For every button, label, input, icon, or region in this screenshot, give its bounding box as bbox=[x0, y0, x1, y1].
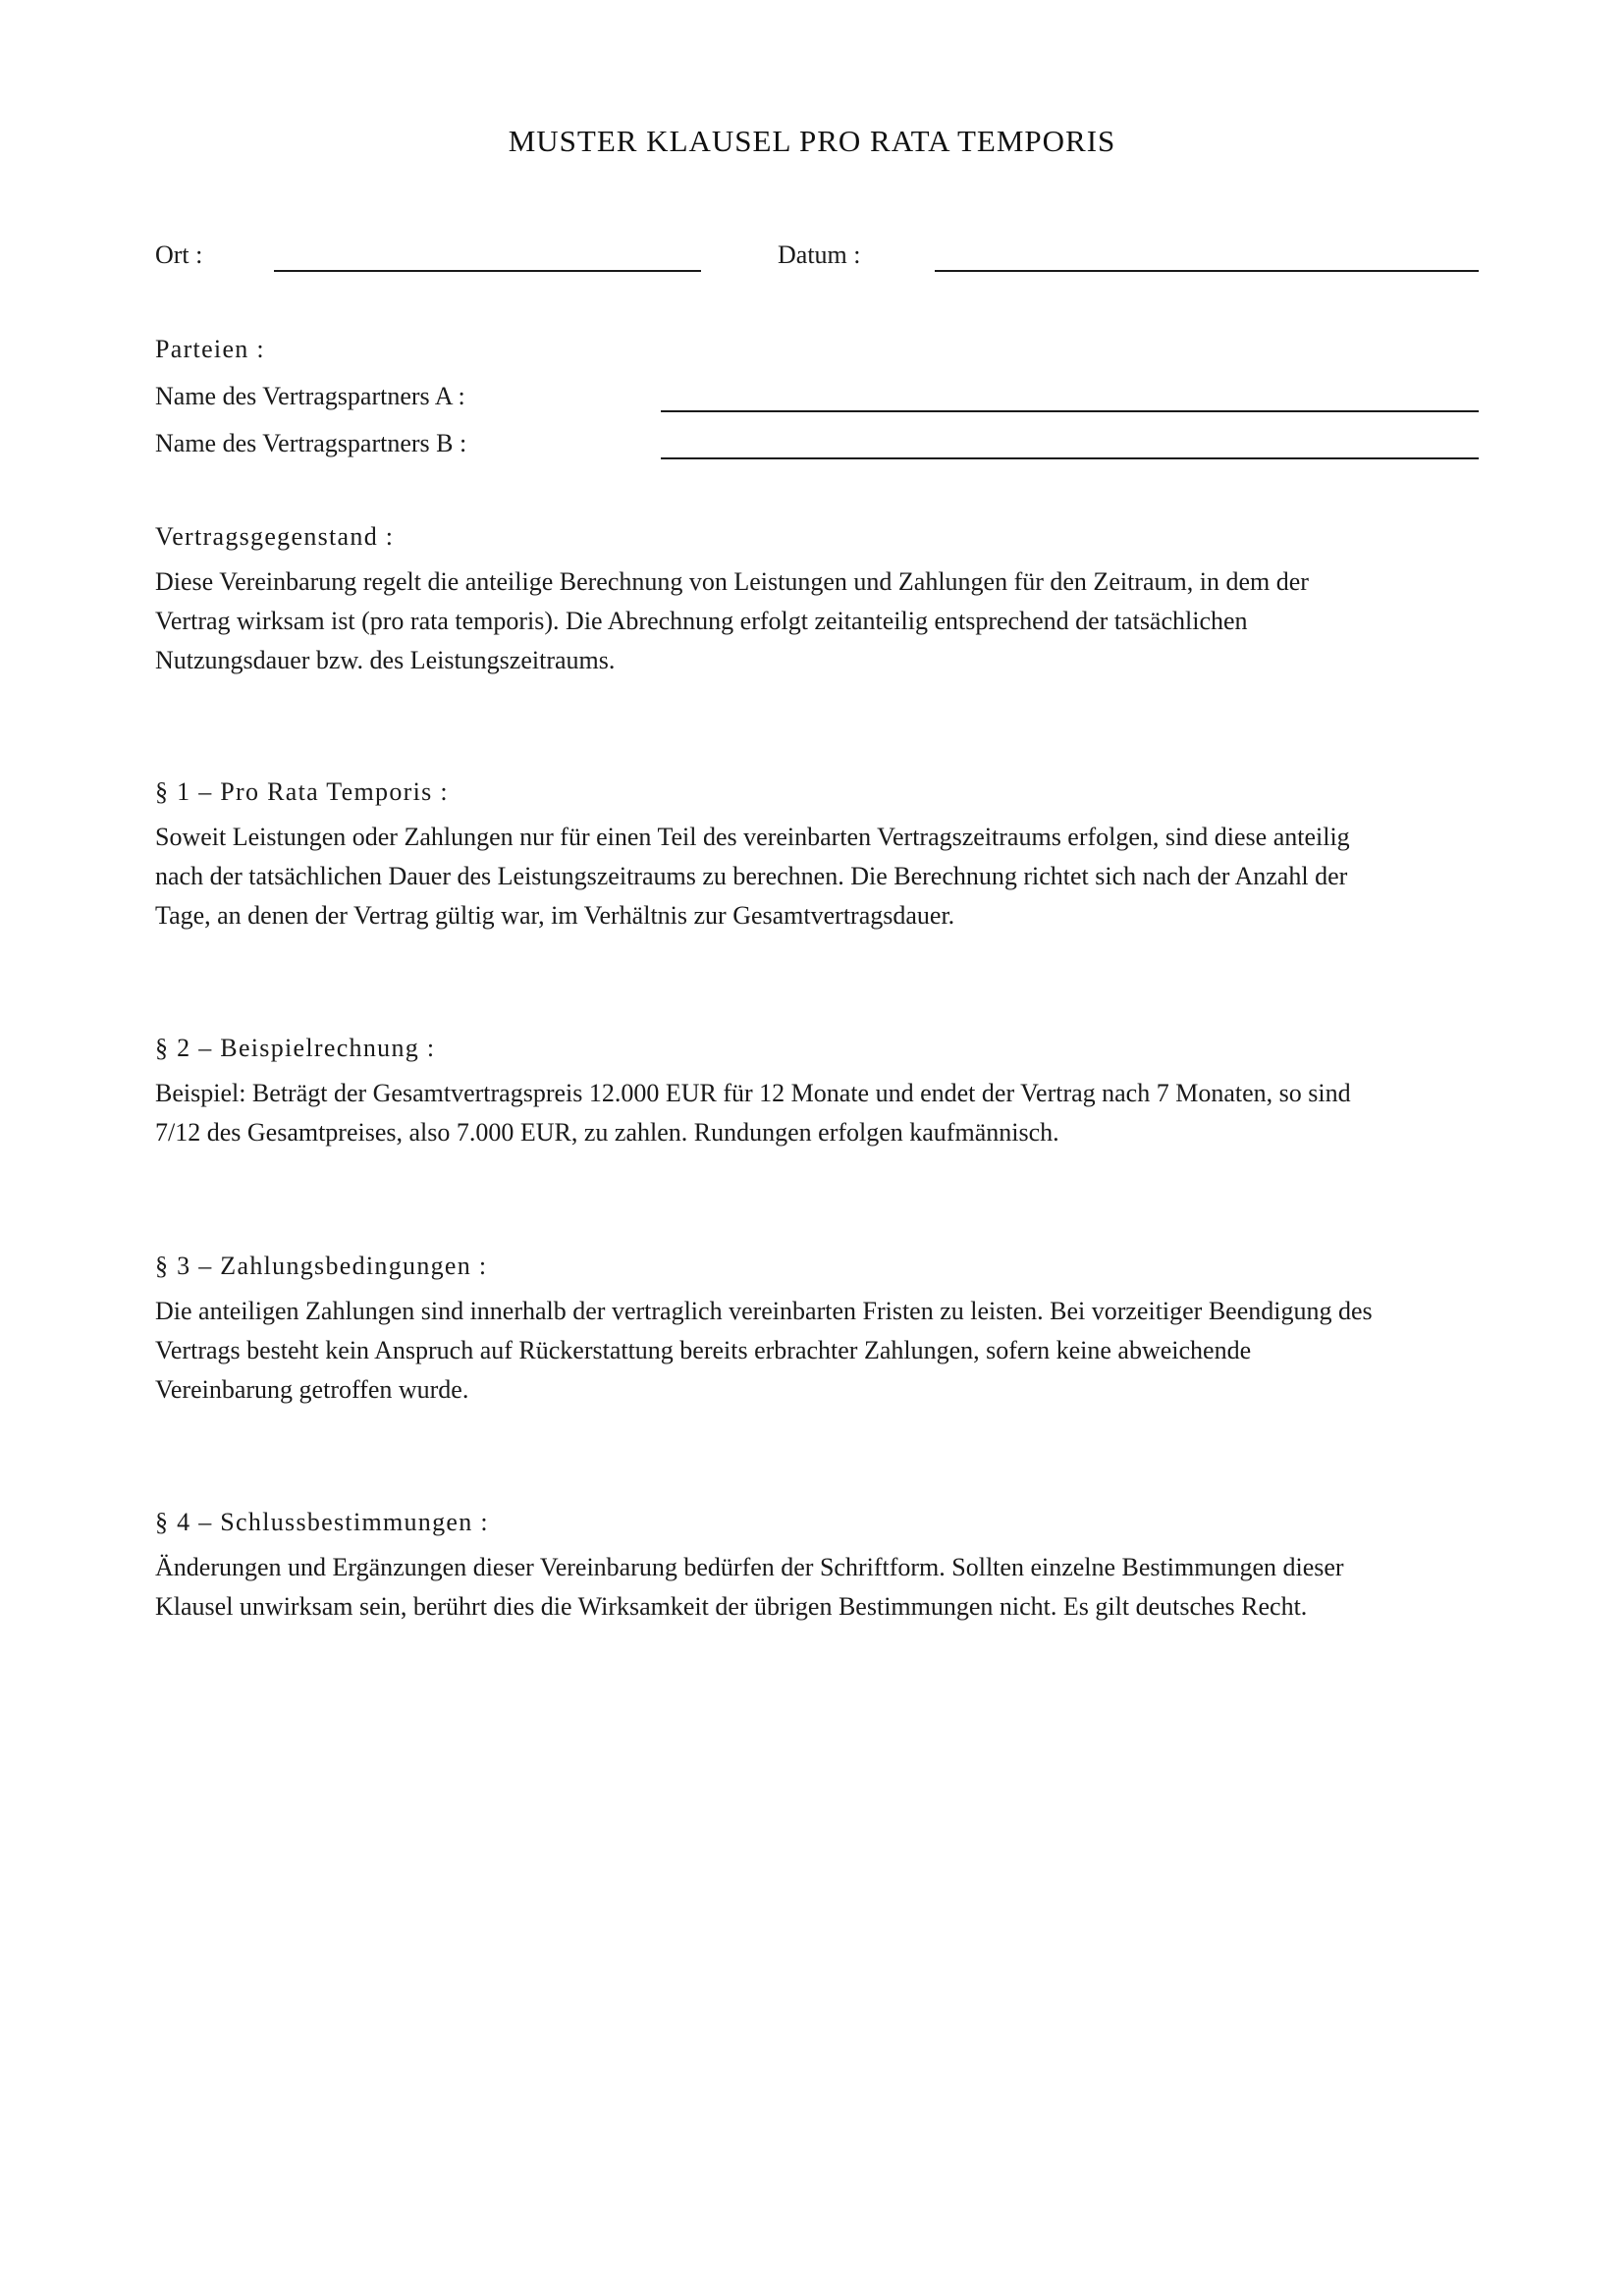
section-4-paragraph bbox=[155, 1548, 1481, 1627]
subject-line: Vertrag wirksam ist (pro rata temporis). Die Abrechnung erfolgt zeitanteilig entsprechend der tatsächlichen bbox=[155, 607, 1248, 635]
subject-paragraph bbox=[155, 562, 1481, 680]
datum-field-line[interactable] bbox=[935, 270, 1479, 272]
section-1-line: Tage, an denen der Vertrag gültig war, im Verhältnis zur Gesamtvertragsdauer. bbox=[155, 901, 955, 930]
section-3-heading: § 3 – Zahlungsbedingungen : bbox=[155, 1252, 488, 1280]
subject-line: Diese Vereinbarung regelt die anteilige Berechnung von Leistungen und Zahlungen für den Zeitraum, in dem der bbox=[155, 567, 1309, 596]
section-3-paragraph bbox=[155, 1292, 1481, 1410]
subject-heading: Vertragsgegenstand : bbox=[155, 522, 395, 551]
section-3-line: Die anteiligen Zahlungen sind innerhalb der vertraglich vereinbarten Fristen zu leisten. Bei vorzeitiger Beendigung des bbox=[155, 1297, 1373, 1325]
section-3-line: Vereinbarung getroffen wurde. bbox=[155, 1375, 469, 1404]
ort-label: Ort : bbox=[155, 240, 203, 269]
section-2-line: 7/12 des Gesamtpreises, also 7.000 EUR, zu zahlen. Rundungen erfolgen kaufmännisch. bbox=[155, 1118, 1059, 1147]
subject-line: Nutzungsdauer bzw. des Leistungszeitraums. bbox=[155, 646, 616, 674]
party-b-field-line[interactable] bbox=[661, 457, 1479, 459]
section-2-line: Beispiel: Beträgt der Gesamtvertragspreis 12.000 EUR für 12 Monate und endet der Vertrag nach 7 Monaten, so sind bbox=[155, 1079, 1351, 1107]
section-3-line: Vertrags besteht kein Anspruch auf Rückerstattung bereits erbrachter Zahlungen, sofern keine abweichende bbox=[155, 1336, 1252, 1364]
party-a-label: Name des Vertragspartners A : bbox=[155, 382, 465, 410]
section-2-paragraph bbox=[155, 1074, 1481, 1152]
section-2-heading: § 2 – Beispielrechnung : bbox=[155, 1034, 436, 1062]
party-a-field-line[interactable] bbox=[661, 410, 1479, 412]
section-1-paragraph bbox=[155, 818, 1481, 935]
section-4-heading: § 4 – Schlussbestimmungen : bbox=[155, 1508, 489, 1536]
ort-field-line[interactable] bbox=[274, 270, 701, 272]
section-1-heading: § 1 – Pro Rata Temporis : bbox=[155, 777, 449, 806]
section-4-line: Klausel unwirksam sein, berührt dies die Wirksamkeit der übrigen Bestimmungen nicht. Es gilt deutsches Recht. bbox=[155, 1592, 1308, 1621]
section-1-line: nach der tatsächlichen Dauer des Leistungszeitraums zu berechnen. Die Berechnung richtet sich nach der Anzahl der bbox=[155, 862, 1348, 890]
document-title: MUSTER KLAUSEL PRO RATA TEMPORIS bbox=[508, 124, 1116, 158]
parties-heading: Parteien : bbox=[155, 335, 265, 363]
section-4-line: Änderungen und Ergänzungen dieser Vereinbarung bedürfen der Schriftform. Sollten einzelne Bestimmungen dieser bbox=[155, 1553, 1344, 1581]
party-b-label: Name des Vertragspartners B : bbox=[155, 429, 467, 457]
datum-label: Datum : bbox=[778, 240, 861, 269]
section-1-line: Soweit Leistungen oder Zahlungen nur für einen Teil des vereinbarten Vertragszeitraums erfolgen, sind diese anteilig bbox=[155, 823, 1350, 851]
